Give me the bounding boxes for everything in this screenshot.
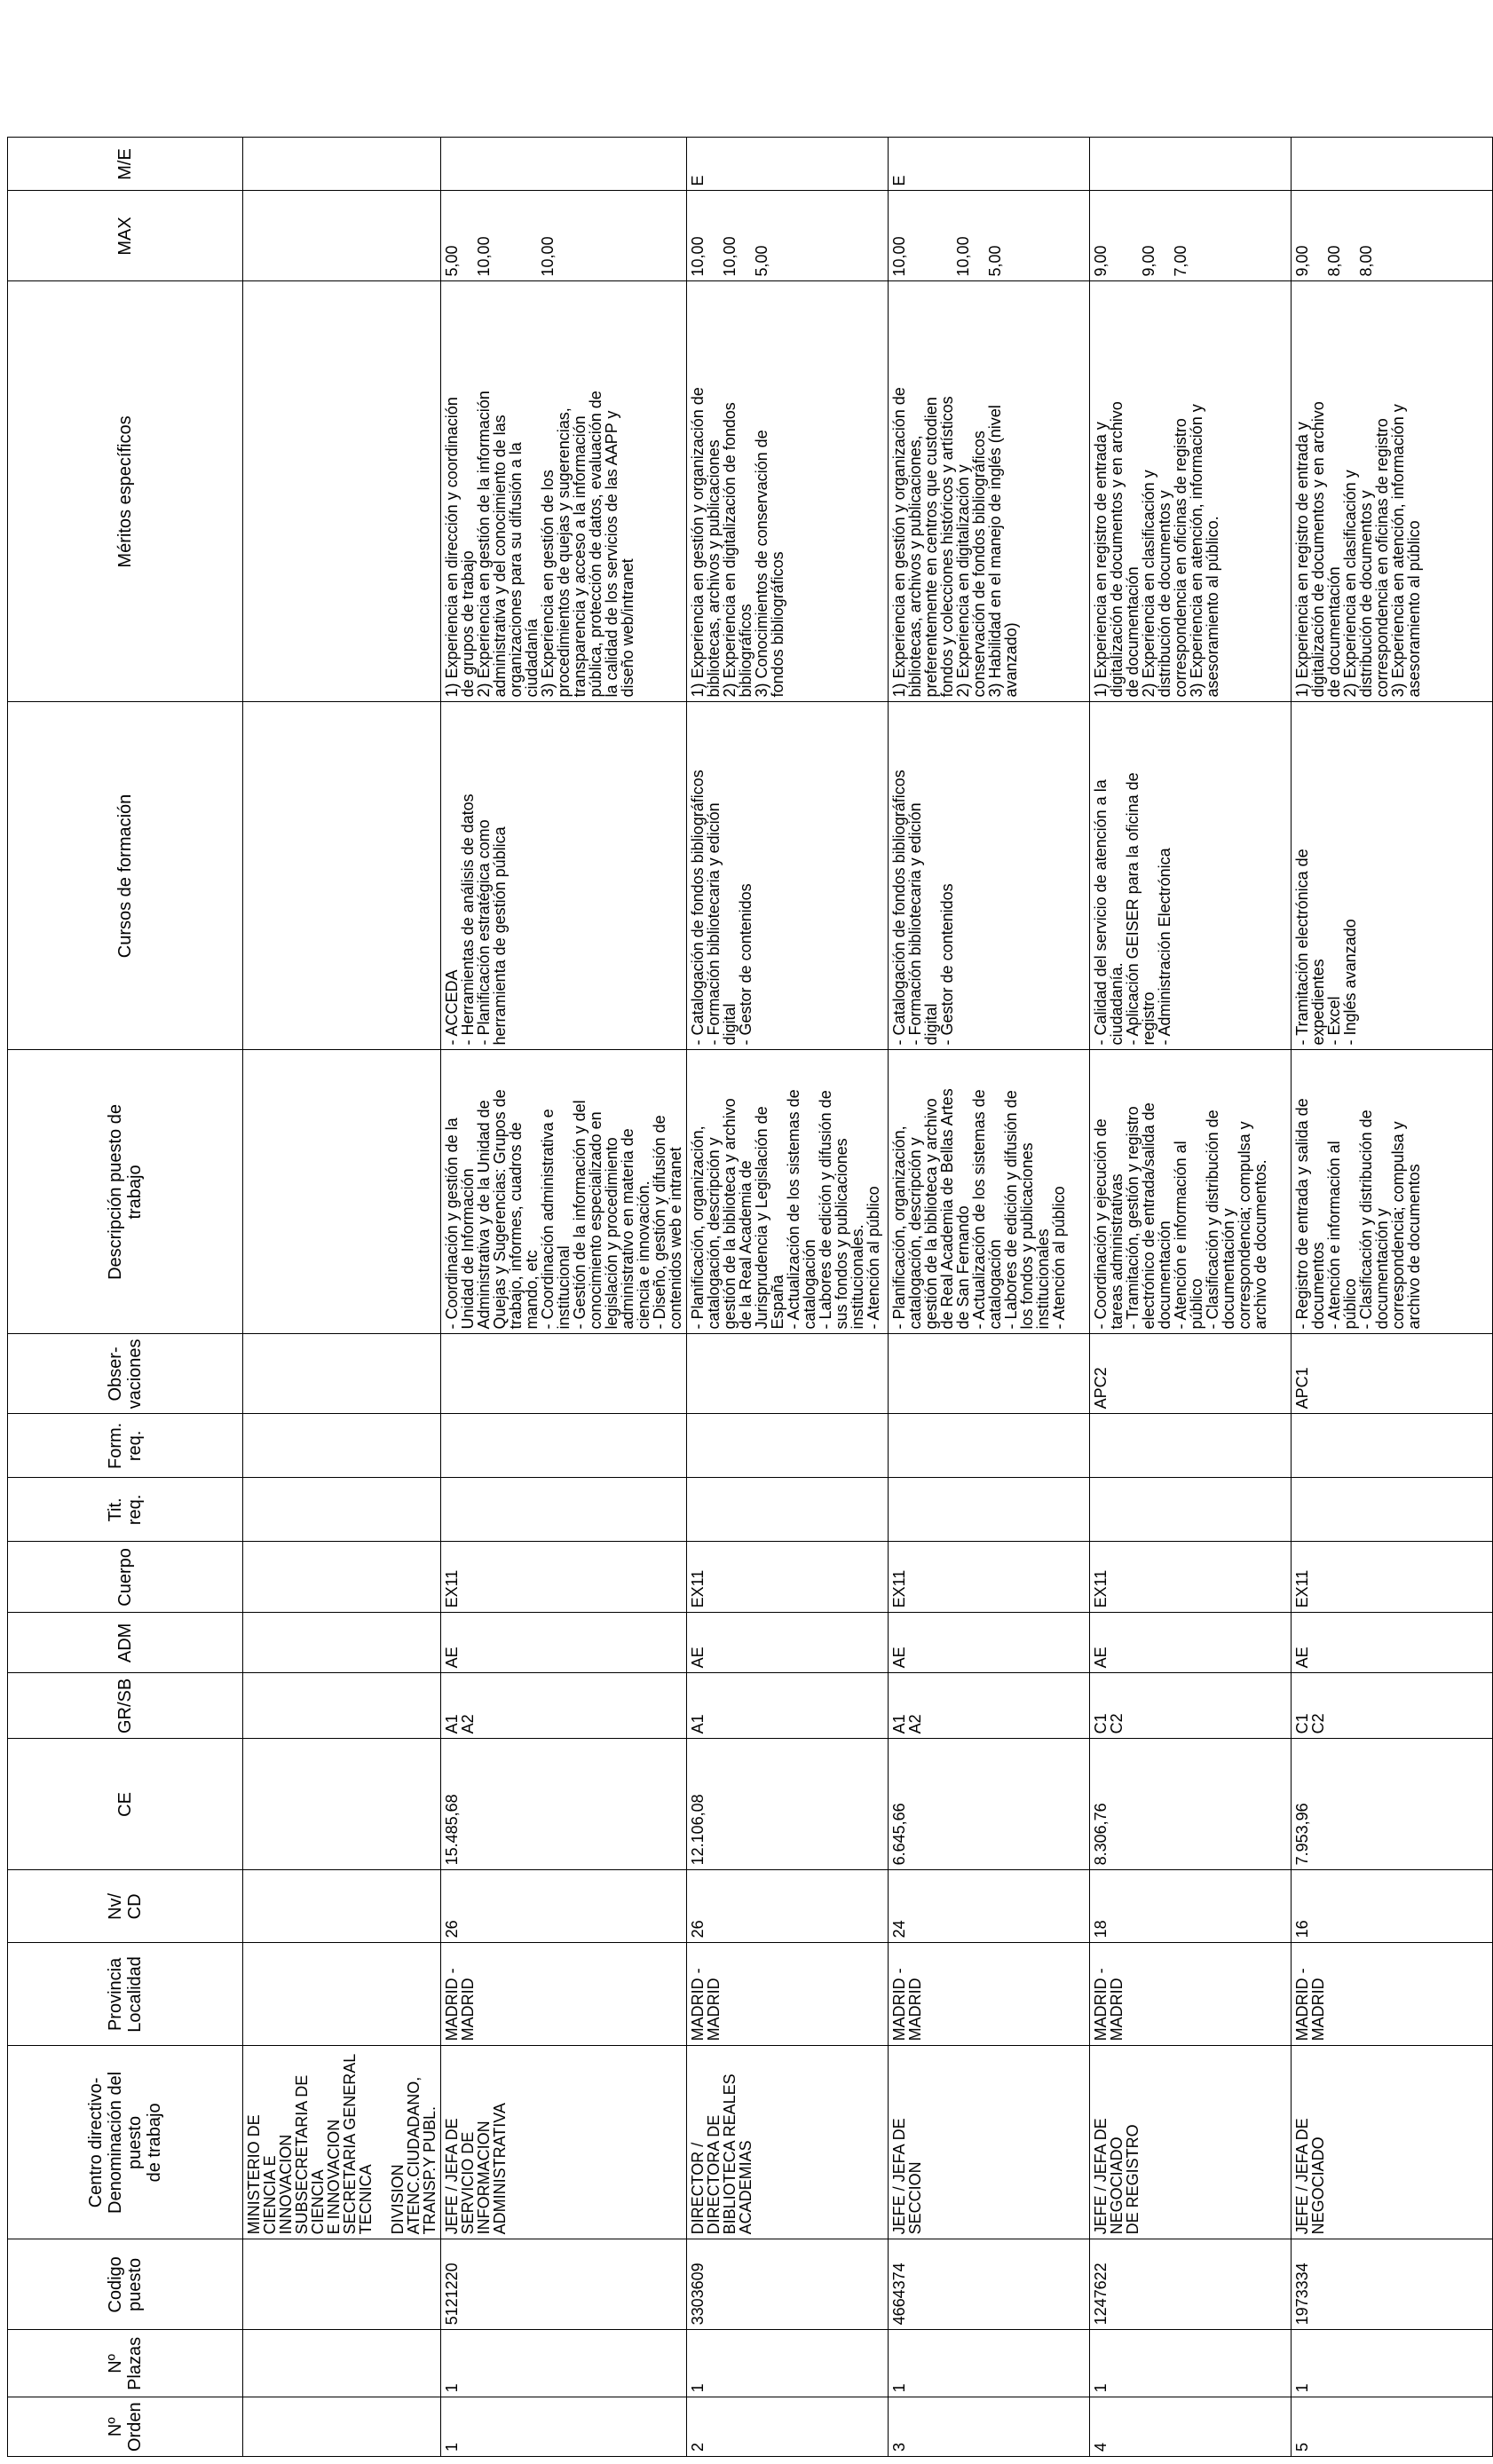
cell-ce: 8.306,76 (1090, 1739, 1292, 1870)
cell-obs (687, 1334, 889, 1414)
cell-max: 10,00 10,00 5,00 (889, 191, 1090, 281)
header-plazas: Nº Plazas (8, 2330, 243, 2397)
cell-form (1292, 1414, 1493, 1478)
cell-cuerpo: EX11 (1292, 1542, 1493, 1613)
cell (243, 1050, 441, 1334)
header-nivel: Nv/ CD (8, 1870, 243, 1943)
cell-meritos: 1) Experiencia en gestión y organización de bibliotecas, archivos y publicaciones, preferentemente en centros que custodien fondos y colecciones históricos y artísticos 2) Experiencia en digitalización y conservación de fondos bibliográficos 3) Habilidad en el manejo de inglés (nivel avanzado) (889, 281, 1090, 702)
cell (243, 2330, 441, 2397)
cell-provincia: MADRID - MADRID (687, 1943, 889, 2046)
job-positions-table (7, 137, 1493, 2457)
cell-grupo: C1 C2 (1090, 1673, 1292, 1739)
cell-centro: JEFE / JEFA DE SERVICIO DE INFORMACION ADMINISTRATIVA (441, 2046, 687, 2239)
cell-codigo: 4664374 (889, 2239, 1090, 2330)
table-row (687, 138, 889, 2457)
cell (243, 1478, 441, 1542)
cell-grupo: A1 A2 (889, 1673, 1090, 1739)
table-row (1090, 138, 1292, 2457)
header-grupo: GR/SB (8, 1673, 243, 1739)
cell-grupo: A1 A2 (441, 1673, 687, 1739)
cell (243, 1739, 441, 1870)
header-max: MAX (8, 191, 243, 281)
cell-cuerpo: EX11 (687, 1542, 889, 1613)
cell-descripcion: - Planificación, organización, catalogación, descripción y gestión de la biblioteca y archivo de la Real Academia de Jurisprudencia y Legislación de España - Actualización de los sistemas de catalogación - Labores de edición y difusión de sus fondos y publicaciones institucionales. - Atención al público (687, 1050, 889, 1334)
cell-form (687, 1414, 889, 1478)
cell-centro: JEFE / JEFA DE NEGOCIADO (1292, 2046, 1493, 2239)
cell-descripcion: - Coordinación y ejecución de tareas administrativas - Tramitación, gestión y registro electrónico de entrada/salida de documentación - Atención e información al público - Clasificación y distribución de documentación y correspondencia; compulsa y archivo de documentos. (1090, 1050, 1292, 1334)
header-tit: Tit. req. (8, 1478, 243, 1542)
cell-cursos: - ACCEDA - Herramientas de análisis de datos - Planificación estratégica como herramienta de gestión pública (441, 702, 687, 1050)
cell-cuerpo: EX11 (889, 1542, 1090, 1613)
cell-max: 10,00 10,00 5,00 (687, 191, 889, 281)
cell-max: 5,00 10,00 10,00 (441, 191, 687, 281)
header-form: Form. req. (8, 1414, 243, 1478)
cell-cursos: - Calidad del servicio de atención a la ciudadanía. - Aplicación GEISER para la oficina de registro - Administración Electrónica (1090, 702, 1292, 1050)
cell-provincia: MADRID - MADRID (1292, 1943, 1493, 2046)
cell-adm: AE (441, 1613, 687, 1673)
header-adm: ADM (8, 1613, 243, 1673)
cell-centro: JEFE / JEFA DE SECCION (889, 2046, 1090, 2239)
header-cuerpo: Cuerpo (8, 1542, 243, 1613)
cell-descripcion: - Coordinación y gestión de la Unidad de Información Administrativa y de la Unidad de Quejas y Sugerencias: Grupos de trabajo, informes, cuadros de mando, etc - Coordinación administrativa e institucional - Gestión de la información y del conocimiento especializado en legislación y procedimiento administrativo en materia de ciencia e innovación. - Diseño, gestión y difusión de contenidos web e intranet (441, 1050, 687, 1334)
cell-plazas: 1 (889, 2330, 1090, 2397)
cell-codigo: 5121220 (441, 2239, 687, 2330)
header-row (8, 138, 243, 2457)
header-centro: Centro directivo- Denominación del puesto de trabajo (8, 2046, 243, 2239)
cell-nivel: 18 (1090, 1870, 1292, 1943)
cell (243, 1542, 441, 1613)
cell-codigo: 3303609 (687, 2239, 889, 2330)
cell-centro: DIRECTOR / DIRECTORA DE BIBLIOTECA REALES ACADEMIAS (687, 2046, 889, 2239)
cell-meritos: 1) Experiencia en gestión y organización de bibliotecas, archivos y publicaciones 2) Experiencia en digitalización de fondos bibliográficos 3) Conocimientos de conservación de fondos bibliográficos (687, 281, 889, 702)
cell-descripcion: - Registro de entrada y salida de documentos - Atención e información al público - Clasificación y distribución de documentación y correspondencia; compulsa y archivo de documentos (1292, 1050, 1493, 1334)
cell-obs: APC1 (1292, 1334, 1493, 1414)
cell-grupo: C1 C2 (1292, 1673, 1493, 1739)
cell-provincia: MADRID - MADRID (441, 1943, 687, 2046)
cell-obs (889, 1334, 1090, 1414)
cell (243, 191, 441, 281)
header-descripcion: Descripción puesto de trabajo (8, 1050, 243, 1334)
header-orden: Nº Orden (8, 2397, 243, 2457)
table-row (441, 138, 687, 2457)
cell-orden: 5 (1292, 2397, 1493, 2457)
cell-plazas: 1 (1292, 2330, 1493, 2397)
cell-nivel: 26 (687, 1870, 889, 1943)
cell-nivel: 16 (1292, 1870, 1493, 1943)
cell-tit (889, 1478, 1090, 1542)
cell-adm: AE (1292, 1613, 1493, 1673)
cell-meritos: 1) Experiencia en registro de entrada y digitalización de documentos y en archivo de documentación 2) Experiencia en clasificación y distribución de documentos y correspondencia en oficinas de registro 3) Experiencia en atención, información y asesoramiento al público. (1090, 281, 1292, 702)
header-provincia: Provincia Localidad (8, 1943, 243, 2046)
cell-plazas: 1 (441, 2330, 687, 2397)
cell-cursos: - Catalogación de fondos bibliográficos - Formación bibliotecaria y edición digital - Gestor de contenidos (889, 702, 1090, 1050)
cell-orden: 2 (687, 2397, 889, 2457)
cell-cursos: - Catalogación de fondos bibliográficos - Formación bibliotecaria y edición digital - Gestor de contenidos (687, 702, 889, 1050)
cell (243, 702, 441, 1050)
cell-ce: 6.645,66 (889, 1739, 1090, 1870)
cell-nivel: 26 (441, 1870, 687, 1943)
cell-ce: 12.106,08 (687, 1739, 889, 1870)
table-row (889, 138, 1090, 2457)
cell-max: 9,00 9,00 7,00 (1090, 191, 1292, 281)
cell (243, 1613, 441, 1673)
cell-orden: 4 (1090, 2397, 1292, 2457)
cell-adm: AE (889, 1613, 1090, 1673)
cell (243, 1870, 441, 1943)
cell-descripcion: - Planificación, organización, catalogación, descripción y gestión de la biblioteca y archivo de Real Academia de Bellas Artes de San Fernando - Actualización de los sistemas de catalogación - Labores de edición y difusión de los fondos y publicaciones institucionales - Atención al público (889, 1050, 1090, 1334)
cell (243, 138, 441, 191)
header-ce: CE (8, 1739, 243, 1870)
cell-form (889, 1414, 1090, 1478)
header-codigo: Codigo puesto (8, 2239, 243, 2330)
cell-adm: AE (687, 1613, 889, 1673)
cell (243, 281, 441, 702)
cell-form (441, 1414, 687, 1478)
header-cursos: Cursos de formación (8, 702, 243, 1050)
cell-form (1090, 1414, 1292, 1478)
cell-orden: 1 (441, 2397, 687, 2457)
cell-obs: APC2 (1090, 1334, 1292, 1414)
cell-me (441, 138, 687, 191)
cell-meritos: 1) Experiencia en registro de entrada y digitalización de documentos y en archivo de documentación 2) Experiencia en clasificación y distribución de documentos y correspondencia en oficinas de registro 3) Experiencia en atención, información y asesoramiento al público (1292, 281, 1493, 702)
cell-nivel: 24 (889, 1870, 1090, 1943)
cell-ce: 15.485,68 (441, 1739, 687, 1870)
cell-obs (441, 1334, 687, 1414)
cell-me (1292, 138, 1493, 191)
cell (243, 2239, 441, 2330)
cell (243, 2397, 441, 2457)
cell-me (1090, 138, 1292, 191)
cell-adm: AE (1090, 1613, 1292, 1673)
cell-grupo: A1 (687, 1673, 889, 1739)
header-me: M/E (8, 138, 243, 191)
cell-orden: 3 (889, 2397, 1090, 2457)
cell-me: E (889, 138, 1090, 191)
organization-unit-text: MINISTERIO DE CIENCIA E INNOVACION SUBSECRETARIA DE CIENCIA E INNOVACION SECRETARIA GENERAL TECNICA DIVISION ATENC.CIUDADANO, TRANSP.Y PUBL. (243, 2046, 441, 2239)
cell (243, 1414, 441, 1478)
cell-tit (1292, 1478, 1493, 1542)
cell-tit (1090, 1478, 1292, 1542)
organization-header-row (243, 138, 441, 2457)
cell-codigo: 1247622 (1090, 2239, 1292, 2330)
header-meritos: Méritos específicos (8, 281, 243, 702)
cell-tit (441, 1478, 687, 1542)
cell (243, 1334, 441, 1414)
cell-codigo: 1973334 (1292, 2239, 1493, 2330)
cell-tit (687, 1478, 889, 1542)
cell (243, 1943, 441, 2046)
cell-cursos: - Tramitación electrónica de expedientes - Excel - Inglés avanzado (1292, 702, 1493, 1050)
cell-meritos: 1) Experiencia en dirección y coordinación de grupos de trabajo 2) Experiencia en gestión de la información administrativa y del conocimiento de las organizaciones para su difusión a la ciudadanía 3) Experiencia en gestión de los procedimientos de quejas y sugerencias, transparencia y acceso a la información pública, protección de datos, evaluación de la calidad de los servicios de las AAPP y diseño web/intranet (441, 281, 687, 702)
cell-cuerpo: EX11 (441, 1542, 687, 1613)
cell-plazas: 1 (1090, 2330, 1292, 2397)
header-obs: Obser- vaciones (8, 1334, 243, 1414)
cell-plazas: 1 (687, 2330, 889, 2397)
cell-ce: 7.953,96 (1292, 1739, 1493, 1870)
cell-provincia: MADRID - MADRID (1090, 1943, 1292, 2046)
cell-me: E (687, 138, 889, 191)
cell-cuerpo: EX11 (1090, 1542, 1292, 1613)
cell-max: 9,00 8,00 8,00 (1292, 191, 1493, 281)
table-row (1292, 138, 1493, 2457)
cell (243, 1673, 441, 1739)
cell-provincia: MADRID - MADRID (889, 1943, 1090, 2046)
cell-centro: JEFE / JEFA DE NEGOCIADO DE REGISTRO (1090, 2046, 1292, 2239)
